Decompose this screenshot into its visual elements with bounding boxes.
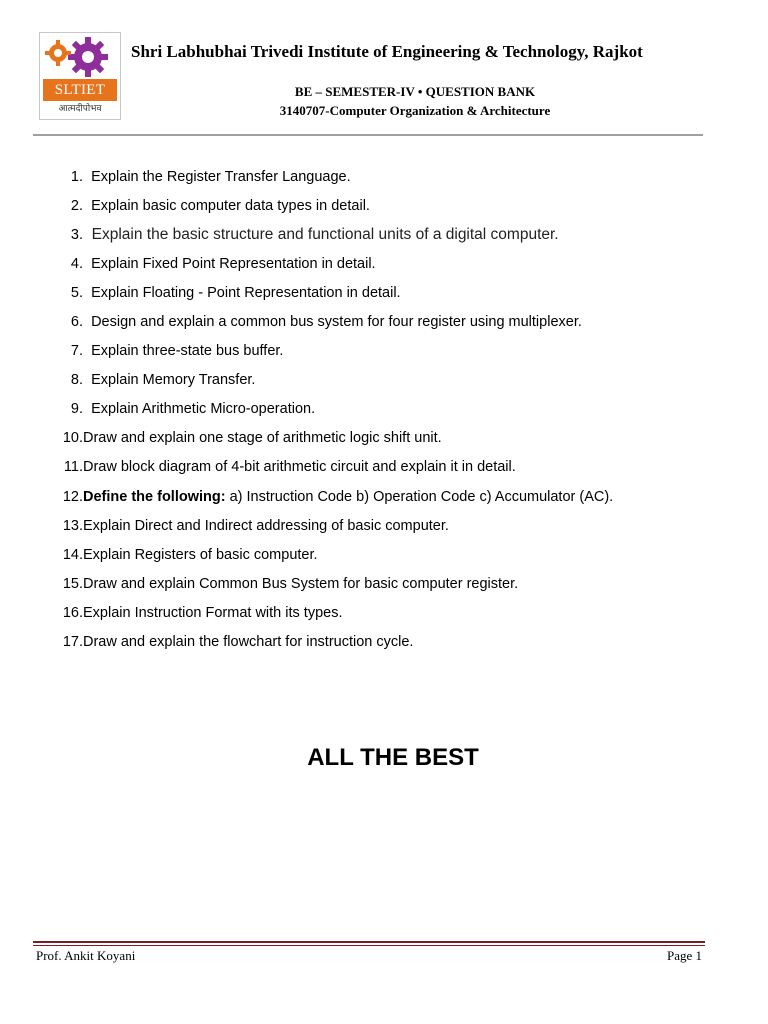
question-list — [50, 162, 730, 657]
question-item — [50, 220, 730, 249]
question-text: Explain Arithmetic Micro-operation. — [91, 401, 316, 418]
question-number: 13. — [62, 517, 83, 534]
question-text: Explain the Register Transfer Language. — [91, 168, 351, 185]
question-text: Draw block diagram of 4-bit arithmetic circuit and explain it in detail. — [83, 459, 516, 476]
question-number: 12. — [62, 488, 83, 505]
question-item — [50, 511, 730, 540]
question-item — [50, 453, 730, 482]
question-number: 9. — [70, 401, 83, 418]
question-item — [50, 337, 730, 366]
question-text: Draw and explain one stage of arithmetic logic shift unit. — [83, 430, 442, 447]
logo-motto: आत्मदीपोभव — [58, 104, 102, 114]
question-item — [50, 249, 730, 278]
question-number: 6. — [70, 314, 83, 331]
question-number: 8. — [70, 372, 83, 389]
question-number: 10. — [62, 430, 83, 447]
question-number: 3. — [70, 226, 83, 243]
question-text: Explain three-state bus buffer. — [91, 343, 284, 360]
question-text: Draw and explain Common Bus System for basic computer register. — [83, 575, 519, 592]
institute-name: Shri Labhubhai Trivedi Institute of Engineering & Technology, Rajkot — [131, 42, 643, 61]
question-text: Draw and explain the flowchart for instruction cycle. — [83, 634, 414, 651]
question-text-wrap — [83, 489, 613, 505]
question-item — [50, 628, 730, 657]
question-item — [50, 162, 730, 191]
footer-rule-thick — [33, 941, 705, 943]
question-number: 2. — [70, 197, 83, 214]
closing-message: ALL THE BEST — [307, 744, 479, 771]
question-number: 7. — [70, 343, 83, 360]
question-text: a) Instruction Code b) Operation Code c) Accumulator (AC). — [225, 488, 614, 505]
question-text: Explain Floating - Point Representation in detail. — [91, 284, 401, 301]
header-divider — [33, 134, 703, 136]
question-item — [50, 482, 730, 511]
question-item — [50, 395, 730, 424]
footer-author: Prof. Ankit Koyani — [36, 948, 136, 963]
question-number: 5. — [70, 284, 83, 301]
question-number: 14. — [62, 546, 83, 563]
question-item — [50, 569, 730, 598]
question-item — [50, 598, 730, 627]
question-text: Explain the basic structure and functional units of a digital computer. — [91, 225, 559, 243]
question-number: 15. — [62, 575, 83, 592]
footer-page-number: Page 1 — [666, 948, 702, 963]
question-number: 1. — [70, 168, 83, 185]
question-number: 4. — [70, 255, 83, 272]
question-item — [50, 540, 730, 569]
course-line: 3140707-Computer Organization & Architecture — [279, 103, 551, 118]
question-text: Explain Fixed Point Representation in detail. — [91, 255, 376, 272]
question-item — [50, 278, 730, 307]
question-text: Explain basic computer data types in detail. — [91, 197, 370, 214]
logo-wordmark: SLTIET — [43, 79, 117, 101]
footer-rule-thin — [33, 945, 705, 946]
question-text: Explain Memory Transfer. — [91, 372, 256, 389]
question-text: Design and explain a common bus system for four register using multiplexer. — [91, 314, 582, 331]
question-bold-lead: Define the following: — [83, 488, 226, 505]
question-number: 17. — [62, 634, 83, 651]
question-text: Explain Instruction Format with its types. — [83, 604, 343, 621]
institute-logo — [39, 32, 121, 120]
question-item — [50, 366, 730, 395]
question-number: 16. — [62, 604, 83, 621]
question-item — [50, 424, 730, 453]
semester-line: BE – SEMESTER-IV • QUESTION BANK — [294, 84, 536, 99]
question-text: Explain Direct and Indirect addressing of basic computer. — [83, 517, 449, 534]
question-item — [50, 191, 730, 220]
question-text: Explain Registers of basic computer. — [83, 546, 318, 563]
question-number: 11. — [63, 459, 83, 476]
question-item — [50, 307, 730, 336]
